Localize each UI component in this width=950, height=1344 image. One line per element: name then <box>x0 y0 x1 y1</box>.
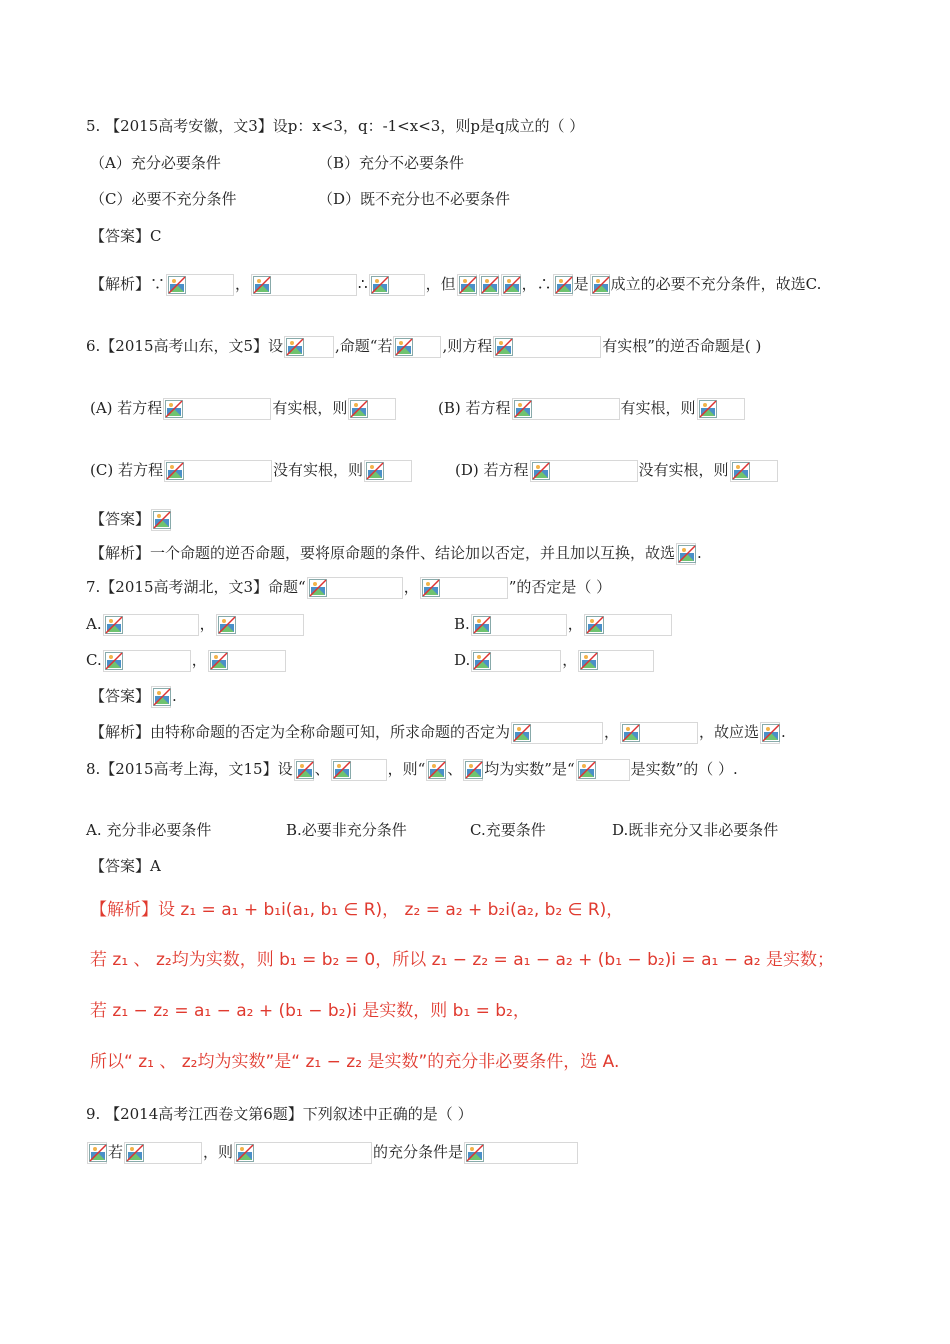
formula-image-icon <box>512 398 620 420</box>
q8-stem-b: 、 <box>314 760 330 778</box>
q6-stem-c: ,则方程 <box>442 337 493 355</box>
formula-image-icon <box>479 274 499 296</box>
q8-option-a: A. 充分非必要条件 <box>86 821 212 839</box>
q7-stem-a: 7.【2015高考湖北，文3】命题“ <box>86 578 306 596</box>
formula-image-icon <box>393 336 441 358</box>
q9-stem: 9. 【2014高考江西卷文第6题】下列叙述中正确的是（ ） <box>86 1105 473 1123</box>
formula-image-icon <box>471 650 561 672</box>
but: ，但 <box>425 275 456 293</box>
comma: ， <box>235 275 251 293</box>
q7-optB-label: B. <box>454 615 470 633</box>
q7-answer-label: 【答案】 <box>90 687 151 705</box>
q8-stem-c: ，则“ <box>387 760 426 778</box>
q5-stem: 5. 【2015高考安徽，文3】设p：x<3，q：-1<x<3，则p是q成立的（ ） <box>86 117 585 135</box>
q6-answer-label: 【答案】 <box>90 510 151 528</box>
q5-option-b: （B）充分不必要条件 <box>318 154 465 172</box>
comma: ， <box>567 615 583 633</box>
q8-analysis-line-2: 若 z₁ 、 z₂均为实数，则 b₁ = b₂ = 0，所以 z₁ − z₂ = a₁ − a₂ + (b₁ − b₂)i = a₁ − a₂ 是实数； <box>90 950 834 970</box>
formula-image-icon <box>208 650 286 672</box>
formula-image-icon <box>501 274 521 296</box>
q6-analysis-text: 【解析】一个命题的逆否命题，要将原命题的条件、结论加以否定，并且加以互换，故选 <box>90 544 676 562</box>
is: 是 <box>573 275 589 293</box>
q7-stem <box>86 575 611 599</box>
q8-stem <box>86 757 738 781</box>
q8-stem-f: 是实数”的（ ）. <box>630 760 738 778</box>
q5-option-c: （C）必要不充分条件 <box>90 190 237 208</box>
comma: ， <box>199 615 215 633</box>
formula-image-icon <box>124 1142 202 1164</box>
q7-optC-label: C. <box>86 651 102 669</box>
formula-image-icon <box>234 1142 372 1164</box>
formula-image-icon <box>553 274 573 296</box>
q5-analysis <box>90 272 821 296</box>
q7-option-b <box>454 612 673 636</box>
formula-image-icon <box>511 722 603 744</box>
formula-image-icon <box>151 686 171 708</box>
formula-image-icon <box>369 274 425 296</box>
q8-answer: 【答案】A <box>90 857 161 875</box>
q6-option-c <box>90 458 413 482</box>
q5-analysis-prefix: 【解析】∵ <box>90 275 166 293</box>
q9-sufficient: 的充分条件是 <box>373 1143 464 1161</box>
formula-image-icon <box>164 460 272 482</box>
formula-image-icon <box>331 759 387 781</box>
formula-image-icon <box>163 398 271 420</box>
q6-optD-b: 没有实根，则 <box>638 461 729 479</box>
q8-stem-a: 8.【2015高考上海，文15】设 <box>86 760 293 778</box>
q6-optC-a: (C) 若方程 <box>90 461 163 479</box>
q8-option-d: D.既非充分又非必要条件 <box>612 821 779 839</box>
period: . <box>172 687 177 705</box>
q5-option-d: （D）既不充分也不必要条件 <box>318 190 511 208</box>
formula-image-icon <box>676 543 696 565</box>
q6-optA-b: 有实根，则 <box>272 399 348 417</box>
q7-option-a <box>86 612 305 636</box>
formula-image-icon <box>471 614 567 636</box>
q5-answer: 【答案】C <box>90 227 162 245</box>
q6-answer <box>90 507 172 531</box>
q6-stem <box>86 334 761 358</box>
formula-image-icon <box>103 650 191 672</box>
formula-image-icon <box>426 759 446 781</box>
q7-answer <box>90 684 177 708</box>
formula-image-icon <box>576 759 630 781</box>
q8-stem-e: 均为实数”是“ <box>484 760 575 778</box>
q6-optA-a: (A) 若方程 <box>90 399 163 417</box>
formula-image-icon <box>590 274 610 296</box>
formula-image-icon <box>578 650 654 672</box>
q6-option-a <box>90 396 397 420</box>
q6-stem-a: 6.【2015高考山东，文5】设 <box>86 337 284 355</box>
q6-option-d <box>455 458 779 482</box>
q6-optC-b: 没有实根，则 <box>272 461 363 479</box>
formula-image-icon <box>697 398 745 420</box>
q7-stem-c: ”的否定是（ ） <box>508 578 612 596</box>
q8-option-c: C.充要条件 <box>470 821 546 839</box>
q8-analysis-line-4: 所以“ z₁ 、 z₂均为实数”是“ z₁ − z₂ 是实数”的充分非必要条件，选 A. <box>90 1052 620 1072</box>
formula-image-icon <box>760 722 780 744</box>
formula-image-icon <box>730 460 778 482</box>
q7-optD-label: D. <box>454 651 471 669</box>
formula-image-icon <box>166 274 234 296</box>
formula-image-icon <box>620 722 698 744</box>
q9-then: ，则 <box>203 1143 234 1161</box>
q6-stem-b: ,命题“若 <box>335 337 393 355</box>
q9-if: 若 <box>108 1143 124 1161</box>
formula-image-icon <box>307 577 403 599</box>
q7-option-c <box>86 648 287 672</box>
formula-image-icon <box>294 759 314 781</box>
comma: ， <box>562 651 578 669</box>
q6-analysis <box>90 541 702 565</box>
period: . <box>697 544 702 562</box>
therefore: ∴ <box>358 275 368 293</box>
q8-analysis-line-3: 若 z₁ − z₂ = a₁ − a₂ + (b₁ − b₂)i 是实数，则 b₁ = b₂， <box>90 1001 530 1021</box>
formula-image-icon <box>364 460 412 482</box>
formula-image-icon <box>584 614 672 636</box>
q6-stem-d: 有实根”的逆否命题是( ) <box>602 337 762 355</box>
q5-option-a: （A）充分必要条件 <box>90 154 221 172</box>
formula-image-icon <box>530 460 638 482</box>
comma: ， <box>191 651 207 669</box>
formula-image-icon <box>464 1142 578 1164</box>
q7-analysis <box>90 720 786 744</box>
q8-analysis-line-1: 【解析】设 z₁ = a₁ + b₁i(a₁, b₁ ∈ R)， z₂ = a₂ + b₂i(a₂, b₂ ∈ R)， <box>90 900 624 920</box>
comma: ， <box>403 578 419 596</box>
comma: ， <box>604 723 620 741</box>
formula-image-icon <box>420 577 508 599</box>
formula-image-icon <box>457 274 477 296</box>
q6-optB-a: (B) 若方程 <box>438 399 511 417</box>
formula-image-icon <box>251 274 357 296</box>
q9-option-a <box>86 1140 579 1180</box>
formula-image-icon <box>103 614 199 636</box>
therefore: ，∴ <box>521 275 552 293</box>
conclusion: 成立的必要不充分条件，故选C. <box>610 275 822 293</box>
formula-image-icon <box>216 614 304 636</box>
q7-analysis-tail: ，故应选 <box>699 723 760 741</box>
q6-optD-a: (D) 若方程 <box>455 461 529 479</box>
period: . <box>781 723 786 741</box>
formula-image-icon <box>284 336 334 358</box>
formula-image-icon <box>463 759 483 781</box>
formula-image-icon <box>493 336 601 358</box>
formula-image-icon <box>151 509 171 531</box>
q7-optA-label: A. <box>86 615 102 633</box>
formula-image-icon <box>87 1142 107 1164</box>
q8-option-b: B.必要非充分条件 <box>286 821 407 839</box>
q7-option-d <box>454 648 655 672</box>
q6-optB-b: 有实根，则 <box>620 399 696 417</box>
q6-option-b <box>438 396 746 420</box>
q7-analysis-text: 【解析】由特称命题的否定为全称命题可知，所求命题的否定为 <box>90 723 511 741</box>
formula-image-icon <box>348 398 396 420</box>
q8-stem-d: 、 <box>447 760 463 778</box>
